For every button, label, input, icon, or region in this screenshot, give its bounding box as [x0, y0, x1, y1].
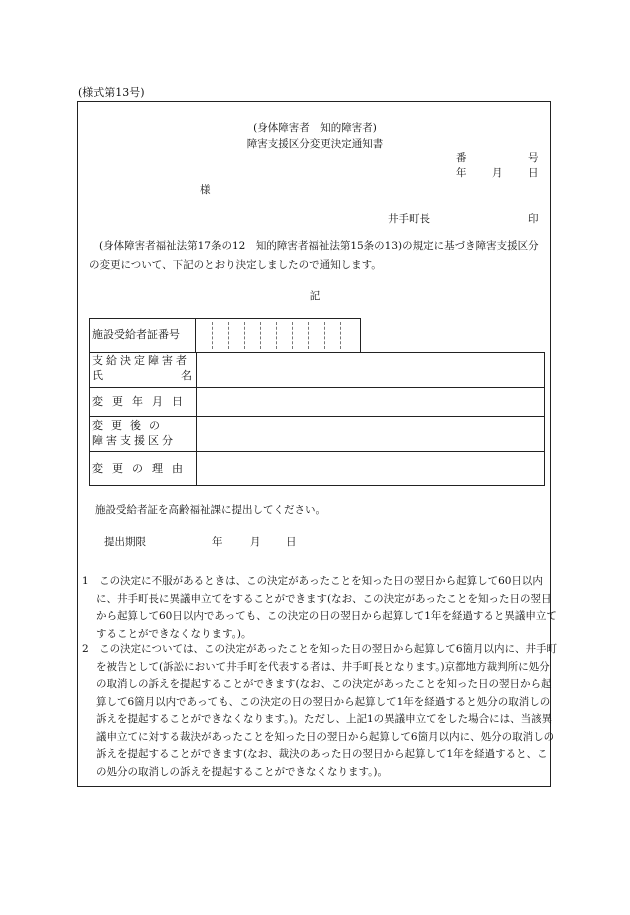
note-1: 1 この決定に不服があるときは、この決定があったことを知った日の翌日から起算して60日以内に、井手町長に異議申立てをすることができます(なお、この決定があったことを知った日の翌日から起算して60日以内であっても、この決定の日の翌日から起算して1年を経過すると異議申立てすることができなくなります。)。 — [82, 575, 557, 640]
digit-cell-divider — [244, 322, 245, 349]
note-2: 2 この決定については、この決定があったことを知った日の翌日から起算して6箇月以内に、井手町を被告として(訴訟において井手町を代表する者は、井手町長となります。)京都地方裁判所に処分の取消しの訴えを提起することができます(なお、この決定があったことを知った日の翌日から起算して6箇月以内であっても、この決定の日の翌日から起算して1年を経過すると処分の取消しの訴えを提起することができなくなります。)。ただし、上記1の異議申立てをした場合には、当該異議申立てに対する裁決があったことを知った日の翌日から起算して6箇月以内に、処分の取消しの訴えを提起することができます(なお、裁決のあった日の翌日から起算して1年を経過すると、この処分の取消しの訴えを提起することができなくなります。)。 — [82, 643, 558, 778]
digit-cell-divider — [276, 322, 277, 349]
number-suffix: 号 — [528, 152, 539, 164]
category-line: (身体障害者 知的障害者) — [253, 122, 377, 134]
recipient-label-text: 支給決定障害者 — [92, 354, 190, 367]
new-category-field[interactable] — [198, 418, 543, 450]
digit-cell-divider — [340, 322, 341, 349]
date-day-label: 日 — [528, 167, 539, 179]
deadline-day-label: 日 — [286, 536, 297, 548]
document-title: 障害支援区分変更決定通知書 — [246, 138, 384, 150]
table-divider — [89, 416, 545, 417]
date-year-label: 年 — [456, 167, 467, 179]
digit-cell-divider — [260, 322, 261, 349]
name-label-right: 名 — [181, 369, 192, 382]
change-reason-label: 変更の理由 — [92, 462, 192, 475]
digit-cell-divider — [324, 322, 325, 349]
issuer-name: 井手町長 — [388, 213, 430, 225]
change-date-label: 変更年月日 — [92, 395, 192, 408]
name-label-left: 氏 — [92, 369, 103, 382]
digit-cell-divider — [308, 322, 309, 349]
submission-notice: 施設受給者証を高齢福祉課に提出してください。 — [95, 504, 326, 516]
recipient-label-line1 — [92, 354, 192, 368]
new-category-label-line1: 変更後の — [92, 419, 168, 432]
cert-number-label: 施設受給者証番号 — [92, 328, 180, 341]
intro-paragraph: (身体障害者福祉法第17条の12 知的障害者福祉法第15条の13)の規定に基づき障害支援区分の変更について、下記のとおり決定しましたので通知します。 — [89, 240, 539, 271]
table-divider — [89, 451, 545, 452]
number-label: 番 — [456, 152, 467, 164]
cert-number-digit-cells[interactable] — [196, 318, 361, 353]
recipient-label-line2 — [92, 369, 192, 383]
change-reason-field[interactable] — [198, 453, 543, 485]
deadline-year-label: 年 — [212, 536, 223, 548]
ki-heading: 記 — [309, 290, 321, 302]
table-divider — [89, 387, 545, 388]
new-category-label-line2: 障害支援区分 — [92, 434, 176, 447]
addressee-honorific: 様 — [200, 184, 211, 196]
digit-cell-divider — [212, 322, 213, 349]
date-month-label: 月 — [492, 167, 503, 179]
recipient-name-field[interactable] — [198, 354, 543, 386]
deadline-label: 提出期限 — [104, 536, 146, 548]
seal-mark: 印 — [528, 213, 539, 225]
digit-cell-divider — [228, 322, 229, 349]
table-column-divider — [196, 352, 197, 486]
digit-cell-divider — [292, 322, 293, 349]
form-number: (様式第13号) — [78, 86, 145, 99]
change-date-field[interactable] — [198, 389, 543, 415]
deadline-month-label: 月 — [250, 536, 261, 548]
